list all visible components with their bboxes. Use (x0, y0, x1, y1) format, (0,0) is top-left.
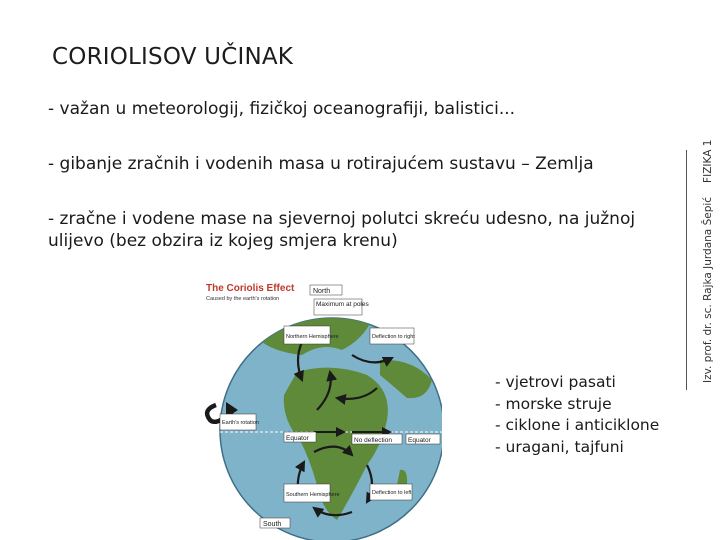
label-maximum-text: Maximum at poles (316, 301, 369, 308)
bullet-usage: - važan u meteorologij, fizičkoj oceanografiji, balistici... (48, 99, 516, 119)
label-southern-hemisphere: Southern Hemisphere (286, 492, 340, 498)
diagram-subtitle: Caused by the earth's rotation (206, 296, 280, 302)
diagram-title: The Coriolis Effect (206, 283, 295, 294)
bullet-motion: - gibanje zračnih i vodenih masa u rotirajućem sustavu – Zemlja (48, 154, 594, 174)
list-item: - uragani, tajfuni (495, 437, 624, 456)
list-item: - morske struje (495, 394, 612, 413)
list-item: - vjetrovi pasati (495, 373, 616, 391)
author-label: Izv. prof. dr. sc. Rajka Jurdana Šepić (702, 196, 714, 383)
label-earths-rotation: Earth's rotation (222, 420, 259, 426)
course-label: FIZIKA 1 (702, 139, 714, 183)
list-item: - ciklone i anticiklone (495, 416, 660, 434)
label-no-deflection: No deflection (354, 437, 392, 444)
label-maximum (316, 301, 369, 308)
label-north: North (313, 288, 331, 295)
slide-title: CORIOLISOV UČINAK (52, 44, 294, 70)
label-deflection-left: Deflection to left (372, 490, 412, 496)
side-divider (686, 150, 687, 390)
label-equator-left: Equator (286, 435, 309, 442)
coriolis-diagram (202, 280, 442, 540)
bullet-deflection: - zračne i vodene mase na sjevernoj polutci skreću udesno, na južnoj ulijevo (bez obzira iz kojeg smjera krenu) (48, 209, 636, 251)
label-northern-hemisphere: Northern Hemisphere (286, 334, 339, 340)
side-label (702, 140, 714, 383)
label-equator-right: Equator (408, 437, 431, 444)
label-south: South (263, 521, 282, 528)
effects-list (495, 372, 659, 458)
label-deflection-right: Deflection to right (372, 334, 415, 340)
